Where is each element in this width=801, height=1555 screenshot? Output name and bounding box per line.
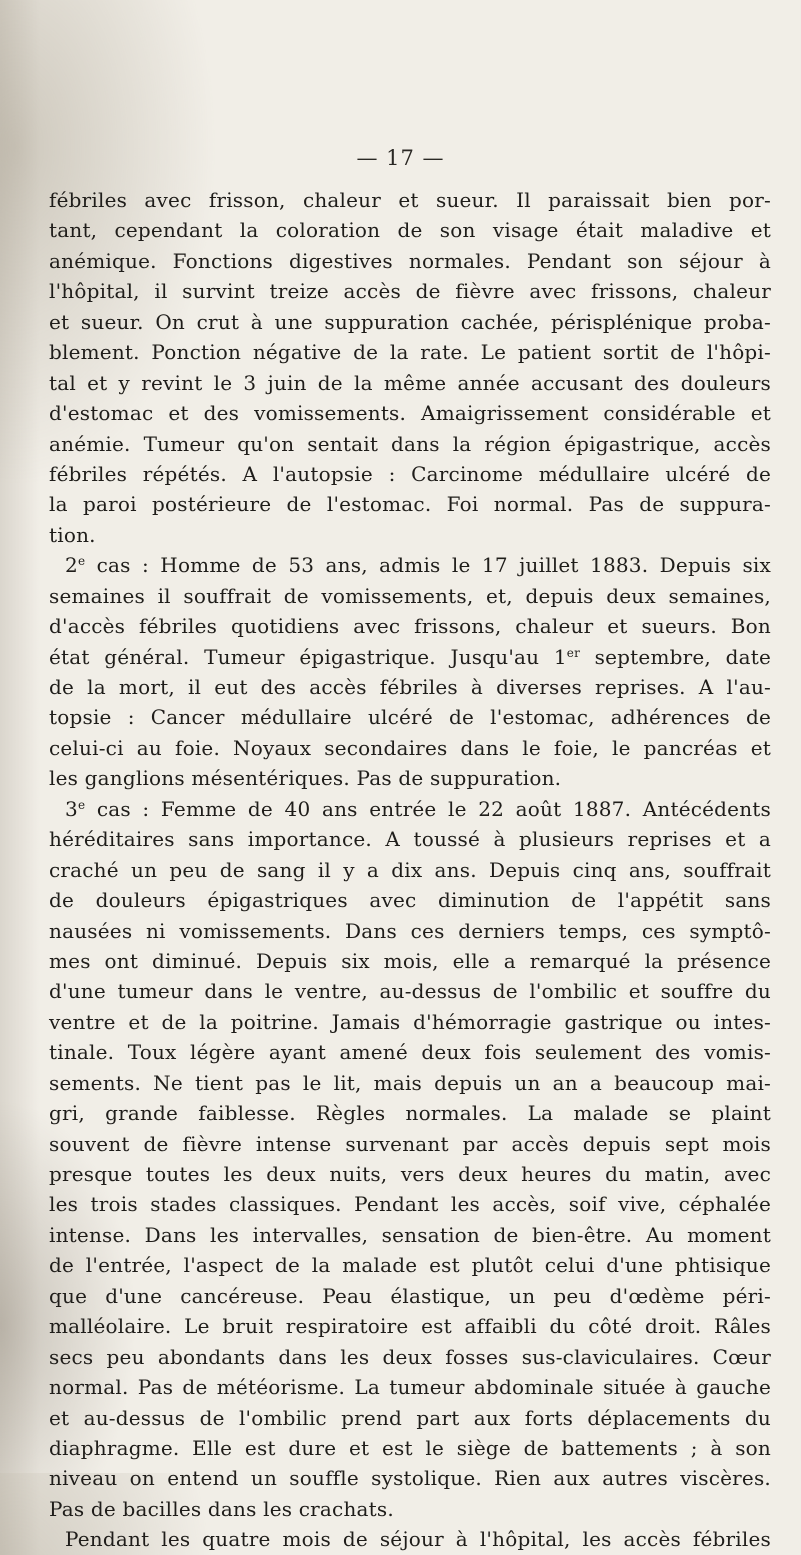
text-segment: secs peu abondants dans les deux fosses sus-claviculaires. Cœur (49, 1344, 771, 1369)
text-segment: anémique. Fonctions digestives normales. Pendant son séjour à (49, 248, 771, 273)
page-number: — 17 — (356, 146, 445, 170)
text-line (49, 946, 771, 976)
text-segment: tant, cependant la coloration de son visage était maladive et (49, 218, 771, 243)
text-segment: cas : Femme de 40 ans entrée le 22 août 1887. Antécédents (85, 796, 771, 821)
page-body-text (49, 185, 771, 1555)
text-segment: presque toutes les deux nuits, vers deux heures du matin, avec (49, 1162, 771, 1186)
text-line (49, 824, 771, 854)
text-line (49, 246, 771, 276)
text-line (49, 1220, 771, 1250)
text-segment: normal. Pas de météorisme. La tumeur abdominale située à gauche (49, 1375, 771, 1400)
text-line (49, 1311, 771, 1341)
text-segment: mes ont diminué. Depuis six mois, elle a remarqué la présence (49, 948, 771, 973)
text-line (49, 1342, 771, 1372)
text-segment: et au-dessus de l'ombilic prend part aux forts déplacements du (49, 1405, 771, 1430)
superscript-text: er (566, 645, 581, 660)
text-line (49, 1433, 771, 1463)
text-line (49, 276, 771, 306)
text-segment: diaphragme. Elle est dure et est le siège de battements ; à son (49, 1435, 771, 1460)
text-line (49, 1068, 771, 1098)
text-segment: de la mort, il eut des accès fébriles à diverses reprises. A l'au- (49, 675, 771, 699)
text-segment: d'accès fébriles quotidiens avec frissons, chaleur et sueurs. Bon (49, 614, 771, 639)
text-segment: semaines il souffrait de vomissements, et, depuis deux semaines, (49, 583, 771, 608)
text-segment: tal et y revint le 3 juin de la même année accusant des douleurs (49, 370, 771, 395)
text-segment: d'estomac et des vomissements. Amaigrissement considérable et (49, 401, 771, 426)
text-line (49, 1524, 771, 1554)
text-segment: sements. Ne tient pas le lit, mais depuis un an a beaucoup mai- (49, 1070, 771, 1095)
text-line (49, 1098, 771, 1128)
text-line (49, 916, 771, 946)
text-segment: souvent de fièvre intense survenant par accès depuis sept mois (49, 1131, 771, 1156)
text-segment: intense. Dans les intervalles, sensation de bien-être. Au moment (49, 1222, 771, 1247)
text-line (49, 429, 771, 459)
text-segment: Pas de bacilles dans les crachats. (49, 1496, 394, 1521)
text-segment: blement. Ponction négative de la rate. Le patient sortit de l'hôpi- (49, 340, 771, 365)
text-line (49, 1403, 771, 1433)
text-line (49, 611, 771, 641)
text-line (49, 1129, 771, 1159)
text-line (49, 976, 771, 1006)
text-segment: état général. Tumeur épigastrique. Jusqu'au 1 (49, 644, 567, 669)
text-line (49, 459, 771, 489)
text-line (49, 1372, 771, 1402)
text-segment: de l'entrée, l'aspect de la malade est plutôt celui d'une phtisique (49, 1253, 771, 1278)
text-line (49, 337, 771, 367)
text-segment: la paroi postérieure de l'estomac. Foi normal. Pas de suppura- (49, 492, 771, 517)
text-segment: ventre et de la poitrine. Jamais d'hémorragie gastrique ou intes- (49, 1009, 771, 1034)
text-line (49, 733, 771, 763)
text-line (49, 763, 771, 793)
text-line (49, 550, 771, 580)
text-segment: septembre, date (580, 644, 771, 669)
text-segment: de douleurs épigastriques avec diminution de l'appétit sans (49, 888, 771, 913)
superscript-text: e (77, 797, 86, 812)
text-line (49, 1189, 771, 1219)
text-line (49, 672, 771, 702)
text-segment: et sueur. On crut à une suppuration cachée, périsplénique proba- (49, 309, 771, 334)
text-line (49, 1159, 771, 1189)
superscript-text: e (77, 554, 86, 569)
text-line (49, 1007, 771, 1037)
text-line (49, 885, 771, 915)
text-line (49, 1250, 771, 1280)
text-segment: tinale. Toux légère ayant amené deux fois seulement des vomis- (49, 1040, 771, 1065)
text-segment: cas : Homme de 53 ans, admis le 17 juillet 1883. Depuis six (85, 553, 771, 578)
text-segment: celui-ci au foie. Noyaux secondaires dans le foie, le pancréas et (49, 735, 771, 760)
text-line (49, 581, 771, 611)
text-line (49, 398, 771, 428)
text-line (49, 794, 771, 824)
text-segment: d'une tumeur dans le ventre, au-dessus de l'ombilic et souffre du (49, 979, 771, 1004)
text-line (49, 307, 771, 337)
text-segment: que d'une cancéreuse. Peau élastique, un peu d'œdème péri- (49, 1283, 771, 1308)
text-segment: topsie : Cancer médullaire ulcéré de l'estomac, adhérences de (49, 705, 771, 730)
text-segment: tion. (49, 522, 96, 547)
text-line (49, 185, 771, 215)
text-segment: l'hôpital, il survint treize accès de fièvre avec frissons, chaleur (49, 279, 771, 304)
text-line (49, 642, 771, 672)
text-line (49, 1494, 771, 1524)
text-segment: 2 (65, 553, 78, 578)
text-segment: les trois stades classiques. Pendant les accès, soif vive, céphalée (49, 1192, 771, 1217)
text-segment: fébriles avec frisson, chaleur et sueur. Il paraissait bien por- (49, 188, 771, 212)
text-line (49, 215, 771, 245)
text-line (49, 1463, 771, 1493)
text-line (49, 702, 771, 732)
text-line (49, 1281, 771, 1311)
text-line (49, 855, 771, 885)
text-segment: les ganglions mésentériques. Pas de suppuration. (49, 766, 562, 791)
text-segment: malléolaire. Le bruit respiratoire est affaibli du côté droit. Râles (49, 1314, 771, 1339)
text-line (49, 1037, 771, 1067)
text-segment: craché un peu de sang il y a dix ans. Depuis cinq ans, souffrait (49, 857, 771, 882)
text-segment: nausées ni vomissements. Dans ces derniers temps, ces symptô- (49, 918, 771, 943)
text-segment: Pendant les quatre mois de séjour à l'hôpital, les accès fébriles (65, 1527, 771, 1552)
text-line (49, 520, 771, 550)
text-segment: niveau on entend un souffle systolique. Rien aux autres viscères. (49, 1466, 771, 1491)
text-segment: fébriles répétés. A l'autopsie : Carcinome médullaire ulcéré de (49, 461, 771, 486)
text-segment: héréditaires sans importance. A toussé à plusieurs reprises et a (49, 827, 771, 852)
text-line (49, 489, 771, 519)
text-line (49, 368, 771, 398)
text-segment: gri, grande faiblesse. Règles normales. La malade se plaint (49, 1101, 771, 1126)
text-segment: 3 (65, 796, 78, 821)
text-segment: anémie. Tumeur qu'on sentait dans la région épigastrique, accès (49, 431, 771, 456)
